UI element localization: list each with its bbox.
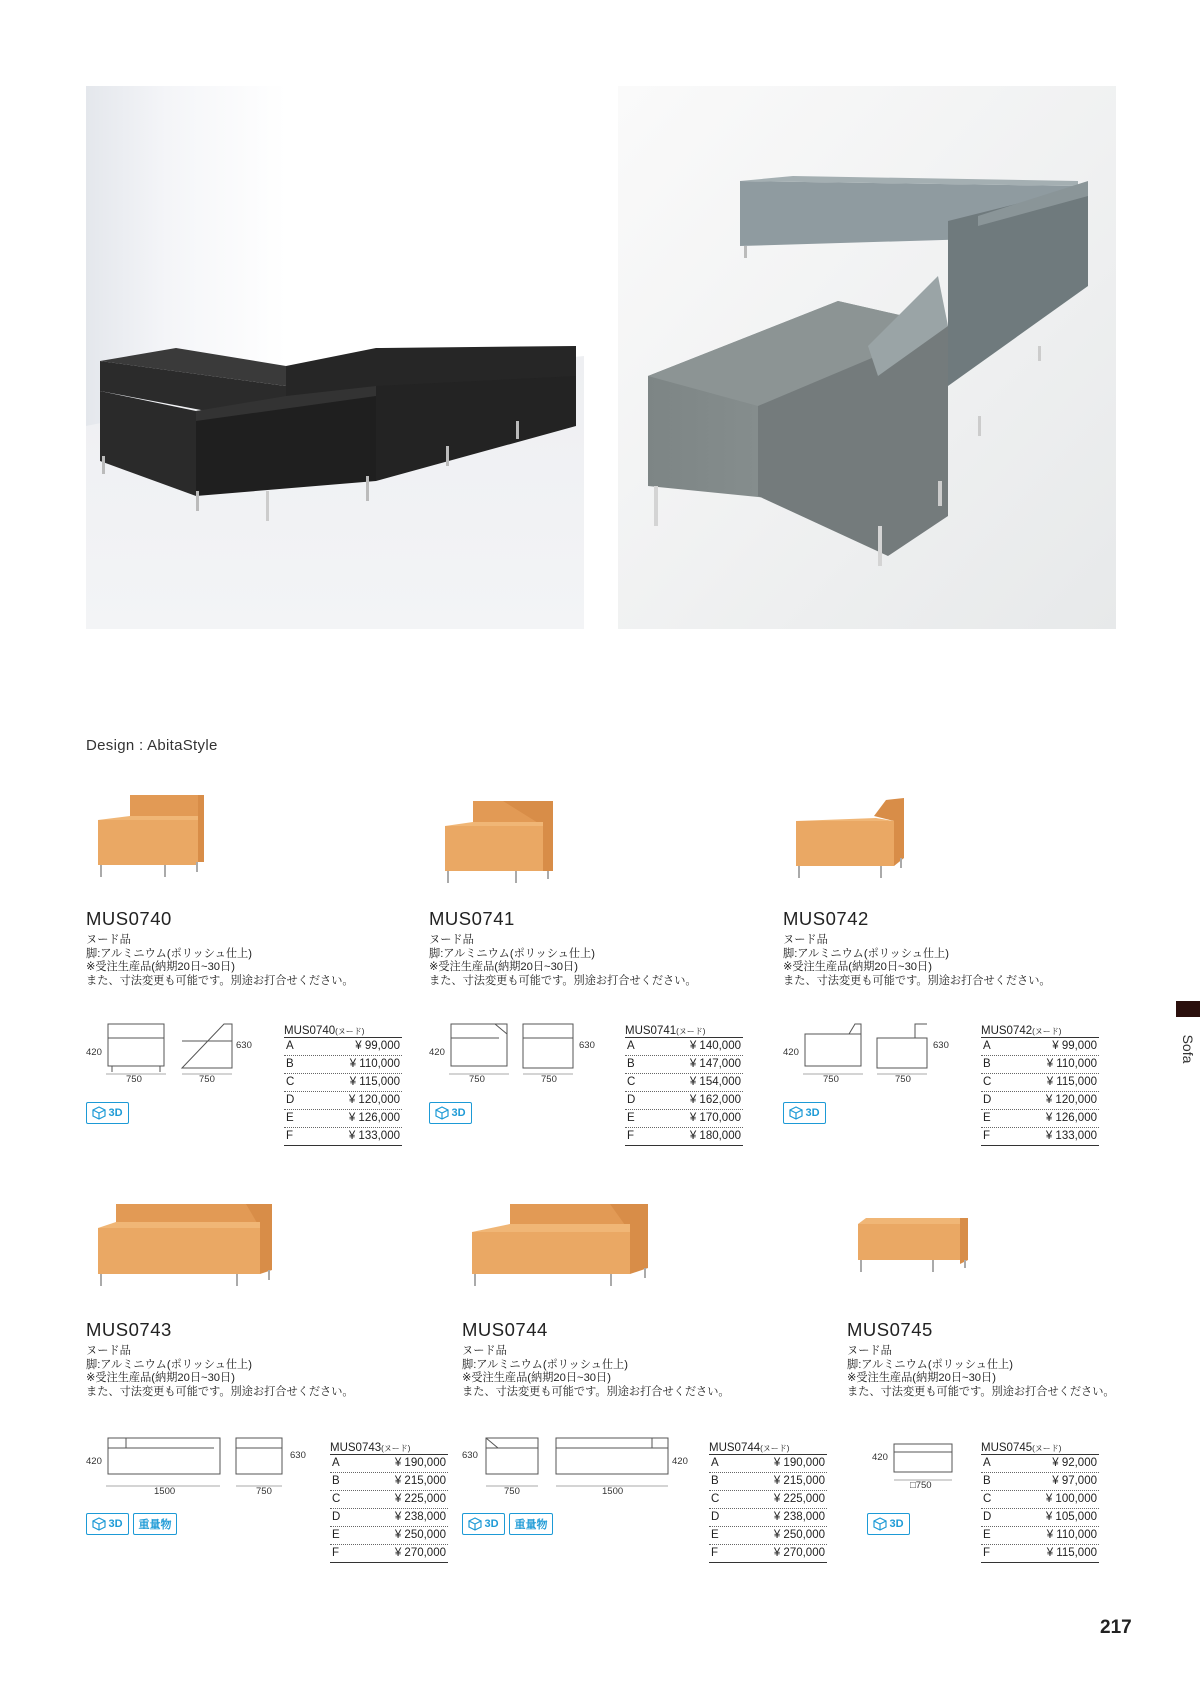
price-row: E ¥ 126,000 xyxy=(981,1110,1099,1128)
price-table-title: MUS0740(ヌード) xyxy=(284,1024,402,1038)
price-row: E ¥ 110,000 xyxy=(981,1527,1099,1545)
product-model-mus0740: MUS0740 xyxy=(86,908,172,929)
svg-text:1500: 1500 xyxy=(602,1486,624,1497)
page-number: 217 xyxy=(1100,1617,1132,1638)
price-row: F ¥ 115,000 xyxy=(981,1545,1099,1563)
svg-text:630: 630 xyxy=(236,1040,252,1051)
price-row: B ¥ 97,000 xyxy=(981,1473,1099,1491)
cube-icon xyxy=(435,1106,449,1120)
product-photo-mus0742 xyxy=(794,796,906,886)
price-row: A ¥ 190,000 xyxy=(709,1455,827,1473)
product-photo-mus0740 xyxy=(96,790,208,880)
price-row: B ¥ 147,000 xyxy=(625,1056,743,1074)
section-label xyxy=(1176,1032,1200,1066)
product-specs-mus0745: ヌード品 脚:アルミニウム(ポリッシュ仕上) ※受注生産品(納期20日~30日) また、寸法変更も可能です。別途お打合せください。 xyxy=(847,1345,1115,1398)
product-specs-mus0742: ヌード品 脚:アルミニウム(ポリッシュ仕上) ※受注生産品(納期20日~30日) また、寸法変更も可能です。別途お打合せください。 xyxy=(783,934,1051,987)
price-row: B ¥ 215,000 xyxy=(709,1473,827,1491)
price-row: B ¥ 110,000 xyxy=(284,1056,402,1074)
svg-text:630: 630 xyxy=(290,1450,306,1461)
3d-data-badge-mus0744[interactable]: 3D xyxy=(462,1513,505,1535)
svg-text:630: 630 xyxy=(933,1040,949,1051)
price-row: A ¥ 99,000 xyxy=(284,1038,402,1056)
cube-icon xyxy=(92,1517,106,1531)
svg-text:750: 750 xyxy=(823,1074,839,1085)
price-row: F ¥ 270,000 xyxy=(709,1545,827,1563)
svg-text:630: 630 xyxy=(462,1450,478,1461)
product-model-mus0744: MUS0744 xyxy=(462,1319,548,1340)
price-row: D ¥ 120,000 xyxy=(981,1092,1099,1110)
price-row: A ¥ 190,000 xyxy=(330,1455,448,1473)
price-row: C ¥ 100,000 xyxy=(981,1491,1099,1509)
heavy-item-badge-mus0743: 重量物 xyxy=(133,1513,177,1535)
product-photo-mus0741 xyxy=(443,796,555,886)
hero-photo-grey-sofa xyxy=(618,86,1116,629)
cube-icon xyxy=(789,1106,803,1120)
price-row: C ¥ 115,000 xyxy=(981,1074,1099,1092)
price-table-mus0745 xyxy=(981,1441,1099,1563)
cube-icon xyxy=(468,1517,482,1531)
svg-text:420: 420 xyxy=(429,1047,445,1058)
cube-icon xyxy=(873,1517,887,1531)
design-credit: Design : AbitaStyle xyxy=(86,737,218,754)
price-table-title: MUS0743(ヌード) xyxy=(330,1441,448,1455)
price-row: F ¥ 180,000 xyxy=(625,1128,743,1146)
svg-text:420: 420 xyxy=(872,1452,888,1463)
hero-photo-black-sofa xyxy=(86,86,584,629)
section-label-text: Sofa xyxy=(1180,1034,1196,1064)
product-model-mus0741: MUS0741 xyxy=(429,908,515,929)
price-row: E ¥ 250,000 xyxy=(709,1527,827,1545)
price-row: E ¥ 250,000 xyxy=(330,1527,448,1545)
price-row: E ¥ 170,000 xyxy=(625,1110,743,1128)
product-specs-mus0741: ヌード品 脚:アルミニウム(ポリッシュ仕上) ※受注生産品(納期20日~30日) また、寸法変更も可能です。別途お打合せください。 xyxy=(429,934,697,987)
price-row: A ¥ 92,000 xyxy=(981,1455,1099,1473)
price-row: A ¥ 140,000 xyxy=(625,1038,743,1056)
product-specs-mus0743: ヌード品 脚:アルミニウム(ポリッシュ仕上) ※受注生産品(納期20日~30日) また、寸法変更も可能です。別途お打合せください。 xyxy=(86,1345,354,1398)
product-specs-mus0740: ヌード品 脚:アルミニウム(ポリッシュ仕上) ※受注生産品(納期20日~30日) また、寸法変更も可能です。別途お打合せください。 xyxy=(86,934,354,987)
cube-icon xyxy=(92,1106,106,1120)
price-row: C ¥ 225,000 xyxy=(330,1491,448,1509)
dimension-drawing-mus0742 xyxy=(783,1016,953,1086)
dimension-drawing-mus0741 xyxy=(429,1016,599,1086)
price-table-mus0742 xyxy=(981,1024,1099,1146)
svg-text:420: 420 xyxy=(86,1456,102,1467)
price-row: B ¥ 215,000 xyxy=(330,1473,448,1491)
product-model-mus0742: MUS0742 xyxy=(783,908,869,929)
price-row: F ¥ 133,000 xyxy=(981,1128,1099,1146)
svg-text:420: 420 xyxy=(86,1047,102,1058)
product-photo-mus0745 xyxy=(856,1214,972,1284)
price-table-title: MUS0742(ヌード) xyxy=(981,1024,1099,1038)
product-model-mus0743: MUS0743 xyxy=(86,1319,172,1340)
svg-text:420: 420 xyxy=(672,1456,688,1467)
price-row: C ¥ 115,000 xyxy=(284,1074,402,1092)
svg-text:750: 750 xyxy=(504,1486,520,1497)
dimension-drawing-mus0745 xyxy=(872,1436,972,1496)
product-photo-mus0743 xyxy=(96,1198,280,1288)
svg-text:750: 750 xyxy=(199,1074,215,1085)
svg-text:1500: 1500 xyxy=(154,1486,176,1497)
3d-data-badge-mus0742[interactable]: 3D xyxy=(783,1102,826,1124)
price-row: A ¥ 99,000 xyxy=(981,1038,1099,1056)
3d-data-badge-mus0745[interactable]: 3D xyxy=(867,1513,910,1535)
section-tab-marker xyxy=(1176,1001,1200,1017)
svg-text:750: 750 xyxy=(541,1074,557,1085)
product-model-mus0745: MUS0745 xyxy=(847,1319,933,1340)
svg-text:420: 420 xyxy=(783,1047,799,1058)
dimension-drawing-mus0743 xyxy=(86,1428,316,1498)
price-row: F ¥ 133,000 xyxy=(284,1128,402,1146)
price-row: D ¥ 238,000 xyxy=(330,1509,448,1527)
price-table-title: MUS0744(ヌード) xyxy=(709,1441,827,1455)
price-row: C ¥ 154,000 xyxy=(625,1074,743,1092)
price-table-mus0744 xyxy=(709,1441,827,1563)
price-row: E ¥ 126,000 xyxy=(284,1110,402,1128)
price-row: D ¥ 120,000 xyxy=(284,1092,402,1110)
price-row: D ¥ 238,000 xyxy=(709,1509,827,1527)
price-row: D ¥ 105,000 xyxy=(981,1509,1099,1527)
price-row: F ¥ 270,000 xyxy=(330,1545,448,1563)
product-photo-mus0744 xyxy=(470,1198,654,1288)
heavy-item-badge-mus0744: 重量物 xyxy=(509,1513,553,1535)
price-table-mus0741 xyxy=(625,1024,743,1146)
price-table-title: MUS0745(ヌード) xyxy=(981,1441,1099,1455)
svg-text:750: 750 xyxy=(469,1074,485,1085)
svg-text:750: 750 xyxy=(126,1074,142,1085)
3d-data-badge-mus0743[interactable]: 3D xyxy=(86,1513,129,1535)
3d-data-badge-mus0740[interactable]: 3D xyxy=(86,1102,129,1124)
dimension-drawing-mus0740 xyxy=(86,1016,256,1086)
price-table-mus0743 xyxy=(330,1441,448,1563)
price-table-mus0740 xyxy=(284,1024,402,1146)
price-row: C ¥ 225,000 xyxy=(709,1491,827,1509)
svg-text:750: 750 xyxy=(256,1486,272,1497)
price-table-title: MUS0741(ヌード) xyxy=(625,1024,743,1038)
price-row: B ¥ 110,000 xyxy=(981,1056,1099,1074)
dimension-drawing-mus0744 xyxy=(462,1428,692,1498)
product-specs-mus0744: ヌード品 脚:アルミニウム(ポリッシュ仕上) ※受注生産品(納期20日~30日) また、寸法変更も可能です。別途お打合せください。 xyxy=(462,1345,730,1398)
price-row: D ¥ 162,000 xyxy=(625,1092,743,1110)
svg-text:□750: □750 xyxy=(910,1480,932,1491)
svg-text:750: 750 xyxy=(895,1074,911,1085)
svg-text:630: 630 xyxy=(579,1040,595,1051)
3d-data-badge-mus0741[interactable]: 3D xyxy=(429,1102,472,1124)
